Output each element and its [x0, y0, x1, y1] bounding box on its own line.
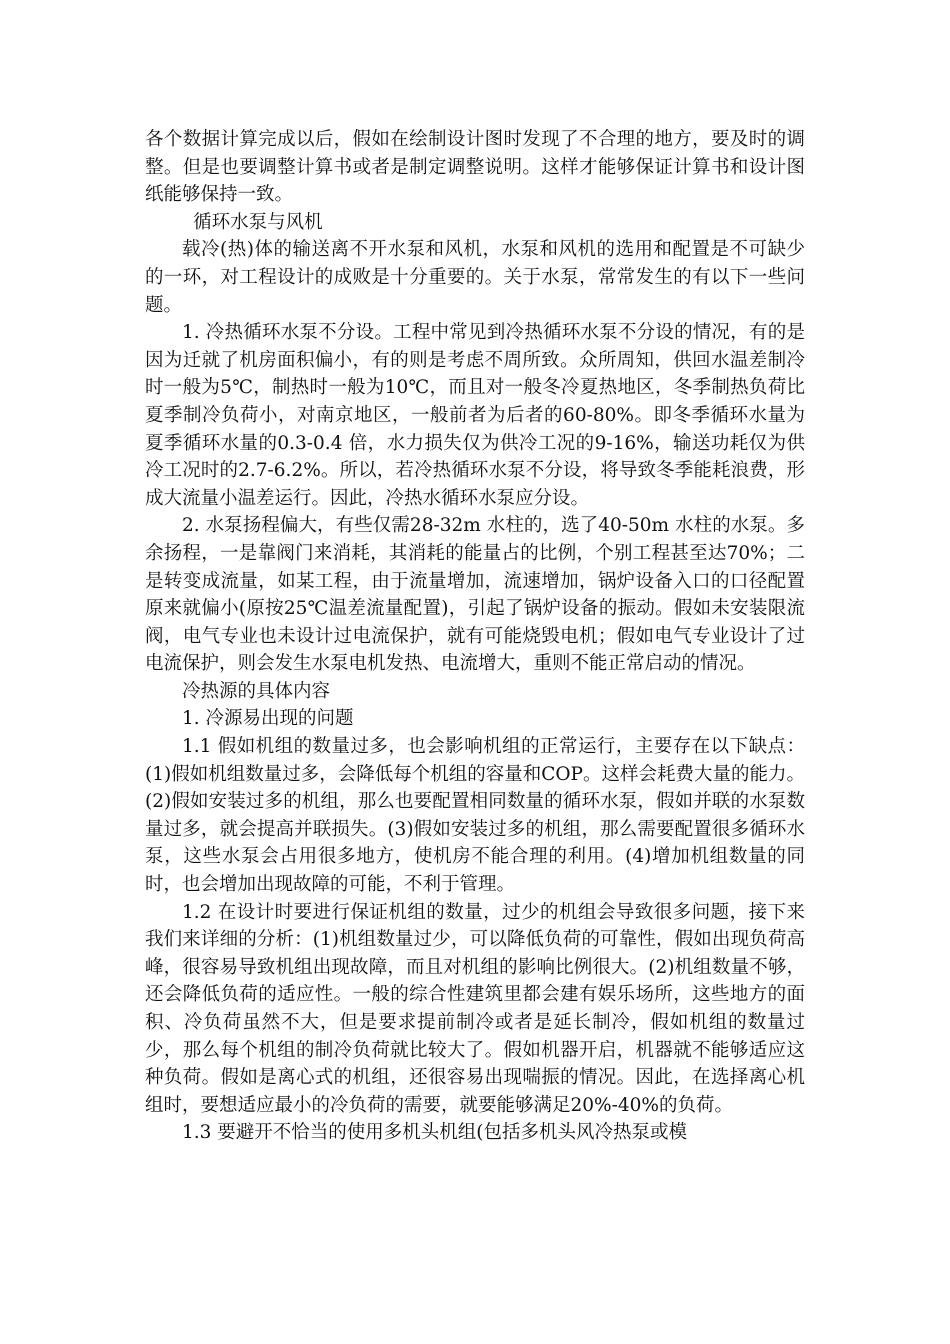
paragraph-item-1-3: 1.3 要避开不恰当的使用多机头机组(包括多机头风冷热泵或模	[182, 1122, 688, 1144]
paragraph-pump-issue-2: 2. 水泵扬程偏大，有些仅需28-32m 水柱的，选了40-50m 水柱的水泵。多余扬程，一是靠阀门来消耗，其消耗的能量占的比例，个别工程甚至达70%；二是转变成流量，如某工程，由于流量增加，流速增加，锅炉设备入口的口径配置原来就偏小(原按25℃温差流量配置)，引起了锅炉设备的振动。假如未安装限流阀，电气专业也未设计过电流保护，就有可能烧毁电机；假如电气专业设计了过电流保护，则会发生水泵电机发热、电流增大，重则不能正常启动的情况。	[145, 515, 805, 675]
section-heading-pumps-fans: 循环水泵与风机	[193, 211, 323, 233]
paragraph-pump-issue-1: 1. 冷热循环水泵不分设。工程中常见到冷热循环水泵不分设的情况，有的是因为迁就了机房面积偏小，有的则是考虑不周所致。众所周知，供回水温差制冷时一般为5℃，制热时一般为10℃，而且对一般冬冷夏热地区，冬季制热负荷比夏季制冷负荷小，对南京地区，一般前者为后者的60-80%。即冬季循环水量为夏季循环水量的0.3-0.4 倍，水力损失仅为供冷工况的9-16%，输送功耗仅为供冷工况时的2.7-6.2%。所以，若冷热循环水泵不分设，将导致冬季能耗浪费，形成大流量小温差运行。因此，冷热水循环水泵应分设。	[145, 322, 805, 509]
paragraph-item-1-1: 1.1 假如机组的数量过多，也会影响机组的正常运行，主要存在以下缺点：(1)假如机组数量过多，会降低每个机组的容量和COP。这样会耗费大量的能力。(2)假如安装过多的机组，那么也要配置相同数量的循环水泵，假如并联的水泵数量过多，就会提高并联损失。(3)假如安装过多的机组，那么需要配置很多循环水泵，这些水泵会占用很多地方，使机房不能合理的利用。(4)增加机组数量的同时，也会增加出现故障的可能，不利于管理。	[145, 736, 805, 896]
section-heading-cold-heat-source: 冷热源的具体内容	[182, 680, 331, 702]
paragraph-item-1-2: 1.2 在设计时要进行保证机组的数量，过少的机组会导致很多问题，接下来我们来详细的分析：(1)机组数量过少，可以降低负荷的可靠性，假如出现负荷高峰，很容易导致机组出现故障，而且对机组的影响比例很大。(2)机组数量不够，还会降低负荷的适应性。一般的综合性建筑里都会建有娱乐场所，这些地方的面积、冷负荷虽然不大，但是要求提前制冷或者是延长制冷，假如机组的数量过少，那么每个机组的制冷负荷就比较大了。假如机器开启，机器就不能够适应这种负荷。假如是离心式的机组，还很容易出现喘振的情况。因此，在选择离心机组时，要想适应最小的冷负荷的需要，就要能够满足20%-40%的负荷。	[145, 901, 805, 1116]
document-page	[145, 126, 805, 1147]
subheading-cold-source-problems: 1. 冷源易出现的问题	[182, 708, 354, 730]
paragraph-intro: 各个数据计算完成以后，假如在绘制设计图时发现了不合理的地方，要及时的调整。但是也要调整计算书或者是制定调整说明。这样才能够保证计算书和设计图纸能够保持一致。	[145, 129, 805, 206]
paragraph-pumps-intro: 载冷(热)体的输送离不开水泵和风机，水泵和风机的选用和配置是不可缺少的一环，对工程设计的成败是十分重要的。关于水泵，常常发生的有以下一些问题。	[145, 239, 805, 316]
